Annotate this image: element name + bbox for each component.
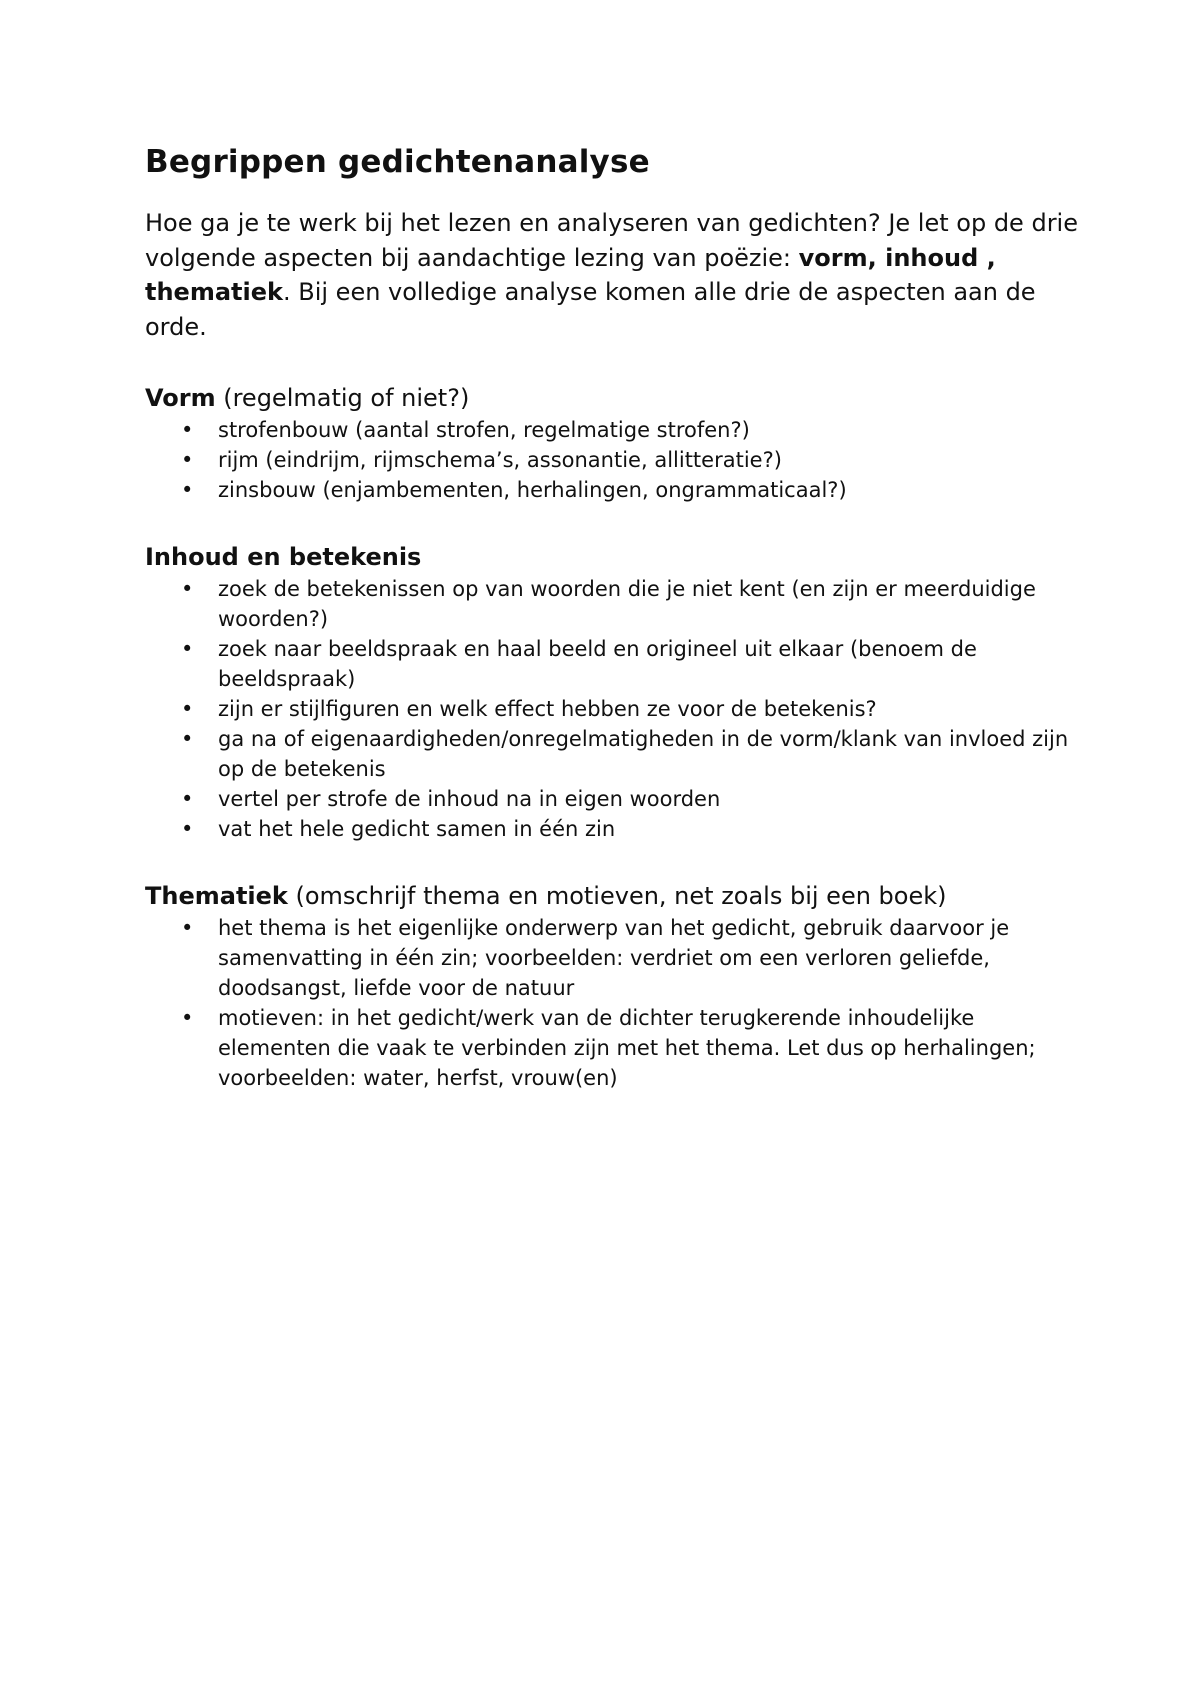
bullet-icon: • (181, 916, 194, 940)
section-heading-rest: (omschrijf thema en motieven, net zoals bij een boek) (287, 882, 947, 910)
intro-text-before: Hoe ga je te werk bij het lezen en analyseren van gedichten? Je let op de drie volgende aspecten bij aandachtige lezing van poëzie: (145, 209, 1078, 272)
list-item-text: strofenbouw (aantal strofen, regelmatige strofen?) (218, 418, 750, 442)
intro-bold-aspects: vorm, inhoud , thematiek (145, 243, 996, 306)
list-item (145, 634, 1085, 694)
bullet-icon: • (181, 478, 194, 502)
section-heading (145, 541, 1085, 574)
list-item (145, 1003, 1085, 1093)
list-item (145, 694, 1085, 724)
list-item-text: vat het hele gedicht samen in één zin (218, 817, 616, 841)
list-item (145, 475, 1085, 505)
list-item-text: zoek de betekenissen op van woorden die je niet kent (en zijn er meerduidige woorden?) (218, 577, 1036, 631)
document-content (145, 140, 1085, 1093)
bullet-icon: • (181, 817, 194, 841)
list-item (145, 814, 1085, 844)
intro-paragraph (145, 206, 1085, 344)
list-item (145, 913, 1085, 1003)
list-item-text: vertel per strofe de inhoud na in eigen woorden (218, 787, 721, 811)
bullet-list (145, 574, 1085, 844)
bullet-icon: • (181, 787, 194, 811)
list-item-text: ga na of eigenaardigheden/onregelmatigheden in de vorm/klank van invloed zijn op de betekenis (218, 727, 1069, 781)
list-item-text: rijm (eindrijm, rijmschema’s, assonantie, allitteratie?) (218, 448, 782, 472)
bullet-icon: • (181, 577, 194, 601)
list-item-text: motieven: in het gedicht/werk van de dichter terugkerende inhoudelijke elementen die vaak te verbinden zijn met het thema. Let dus op herhalingen; voorbeelden: water, herfst, vrouw(en) (218, 1006, 1036, 1090)
list-item-text: zinsbouw (enjambementen, herhalingen, ongrammaticaal?) (218, 478, 847, 502)
section-heading-bold: Inhoud en betekenis (145, 543, 422, 571)
section-heading (145, 382, 1085, 415)
list-item (145, 445, 1085, 475)
list-item (145, 415, 1085, 445)
list-item (145, 784, 1085, 814)
list-item-text: zijn er stijlfiguren en welk effect hebben ze voor de betekenis? (218, 697, 877, 721)
bullet-list (145, 415, 1085, 505)
intro-text-after: . Bij een volledige analyse komen alle drie de aspecten aan de orde. (145, 278, 1036, 341)
list-item-text: zoek naar beeldspraak en haal beeld en origineel uit elkaar (benoem de beeldspraak) (218, 637, 977, 691)
bullet-icon: • (181, 448, 194, 472)
page-title: Begrippen gedichtenanalyse (145, 144, 650, 180)
section-thematiek (145, 880, 1085, 1093)
list-item-text: het thema is het eigenlijke onderwerp van het gedicht, gebruik daarvoor je samenvatting in één zin; voorbeelden: verdriet om een verloren geliefde, doodsangst, liefde voor de natuur (218, 916, 1010, 1000)
list-item (145, 724, 1085, 784)
list-item (145, 574, 1085, 634)
bullet-icon: • (181, 1006, 194, 1030)
bullet-icon: • (181, 727, 194, 751)
bullet-icon: • (181, 697, 194, 721)
section-heading-rest: (regelmatig of niet?) (215, 384, 470, 412)
section-heading-bold: Thematiek (145, 882, 288, 910)
section-heading (145, 880, 1085, 913)
bullet-icon: • (181, 418, 194, 442)
bullet-icon: • (181, 637, 194, 661)
section-vorm (145, 382, 1085, 505)
section-heading-bold: Vorm (145, 384, 216, 412)
section-inhoud (145, 541, 1085, 844)
bullet-list (145, 913, 1085, 1093)
